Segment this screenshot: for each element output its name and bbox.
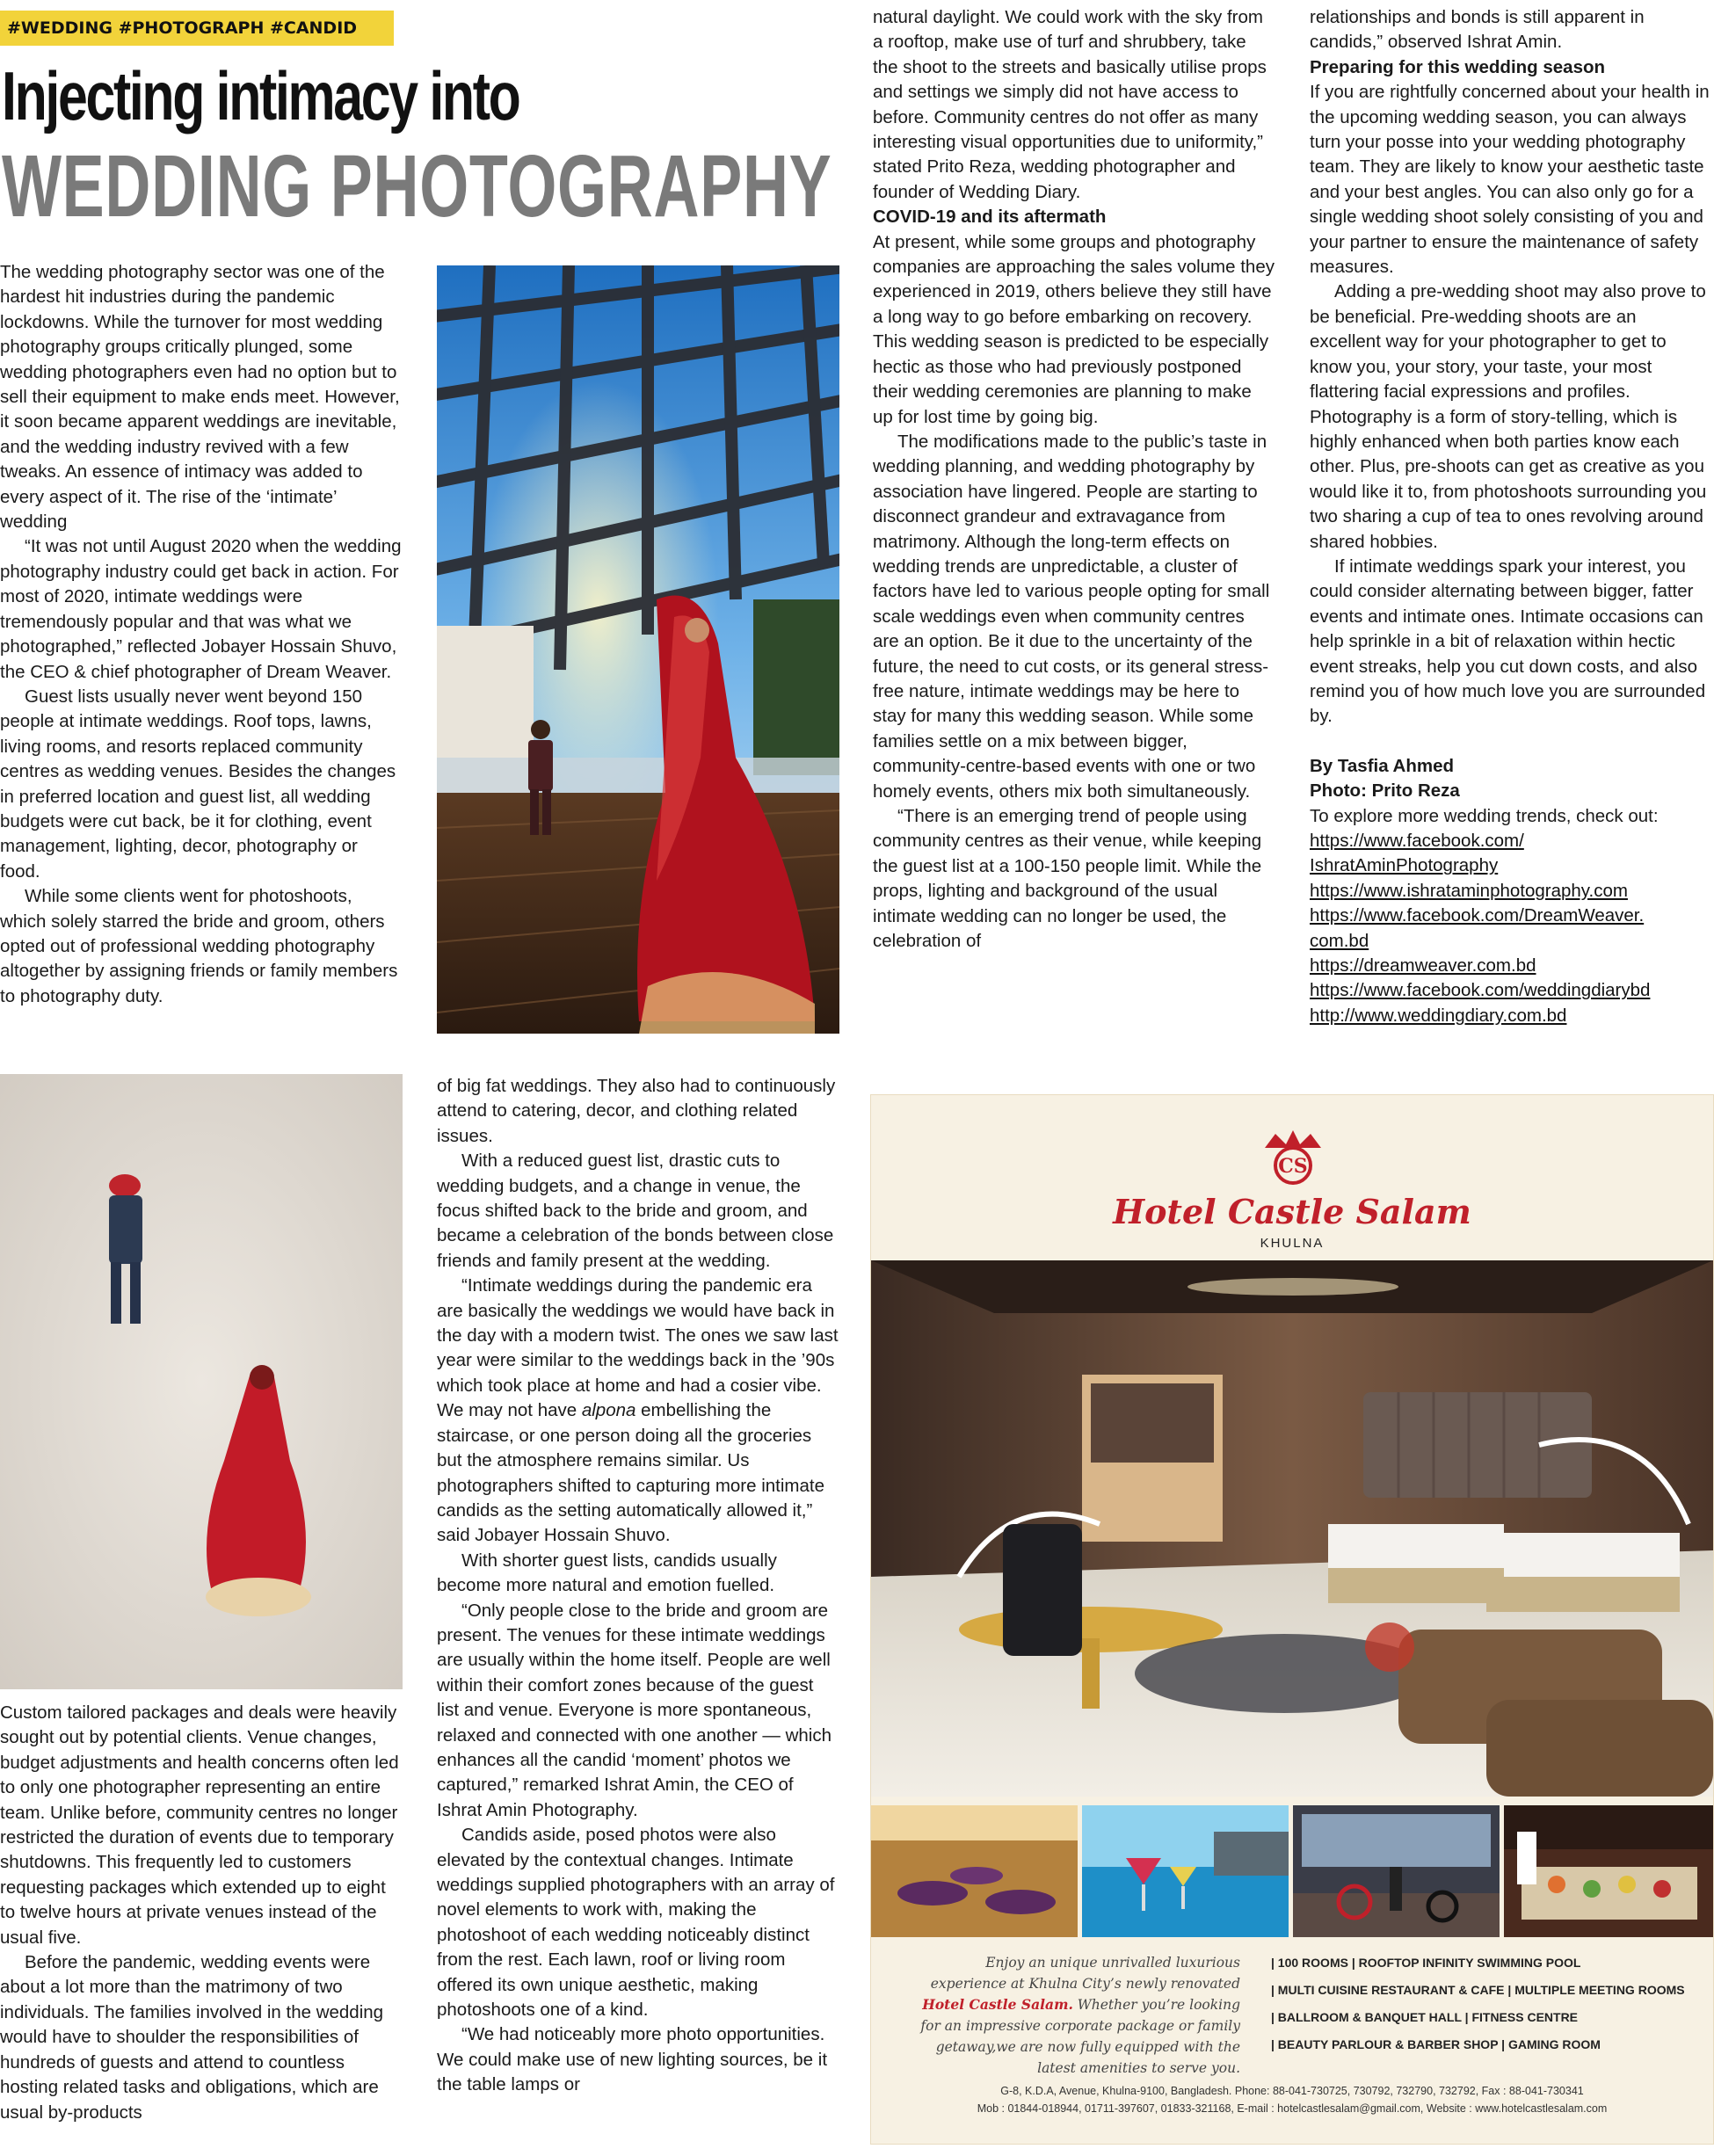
paragraph: Adding a pre-wedding shoot may also prove to be beneficial. Pre-wedding shoots are an excellent way for your photographer to get to know you, your story, your taste, your most flattering facial expressions and profiles. Photography is a form of story-telling, which is highly enhanced when both parties know each other. Plus, pre-shoots can get as creative as you would like it to, from photoshoots surrounding you two sharing a cup of tea to ones revolving around shared hobbies. — [1310, 281, 1707, 552]
hotel-restaurant-thumbnail — [1504, 1805, 1713, 1937]
headline-line-2: WEDDING PHOTOGRAPHY — [2, 137, 832, 236]
text-run: “Intimate weddings during the pandemic era are basically the weddings we would have back in the day with a modern twist. The ones we saw last year were similar to the weddings back in the ’90s which took place at home and had a cosier vibe. We may not have — [437, 1275, 839, 1421]
article-column-2-bottom — [437, 1074, 839, 2098]
hotel-mobile: Mob : 01844-018944, 01711-397607, 01833-321168, E-mail : hotelcastlesalam@gmail.com, Website : www.hotelcastlesalam.com — [977, 2102, 1608, 2115]
paragraph: At present, while some groups and photography companies are approaching the sales volume they experienced in 2019, others believe they still have a long way to go before embarking on recovery. This wedding season is predicted to be especially hectic as those who had previously postponed their wedding ceremonies are planning to make up for lost time by going big. — [873, 231, 1275, 427]
article-column-3-top — [873, 5, 1275, 954]
paragraph: While some clients went for photoshoots, which solely starred the bride and groom, others opted out of professional wedding photography altogether by assigning friends or family members to photography duty. — [0, 886, 398, 1006]
buffet-restaurant-art — [1504, 1805, 1713, 1937]
amenity-line: | MULTI CUISINE RESTAURANT & CAFE | MULTIPLE MEETING ROOMS — [1271, 1983, 1685, 1997]
spacer — [1310, 730, 1710, 754]
paragraph: With shorter guest lists, candids usually become more natural and emotion fuelled. — [437, 1550, 777, 1596]
link-facebook-dreamweaver-cont[interactable]: com.bd — [1310, 930, 1369, 951]
byline: By Tasfia Ahmed — [1310, 755, 1455, 776]
hotel-amenities — [1271, 1949, 1693, 2058]
article-column-1-top — [0, 260, 403, 1009]
logo-monogram: CS — [1278, 1155, 1308, 1178]
paragraph: The modifications made to the public’s taste in wedding planning, and wedding photography by association have lingered. People are starting to disconnect grandeur and extravagance from matrimony. Although the long-term effects on wedding trends are unpredictable, a cluster of factors have led to various people opting for small scale weddings even when community centres are an option. Be it due to the uncertainty of the future, the need to cut costs, or its general stress-free nature, intimate weddings may be here to stay for many this wedding season. While some families settle on a mix between bigger, community-centre-based events with one or two homely events, others mix both simultaneously. — [873, 431, 1270, 802]
aerial-wedding-photo — [0, 1074, 403, 1689]
link-dreamweaver-website[interactable]: https://dreamweaver.com.bd — [1310, 955, 1536, 976]
hotel-gym-thumbnail — [1293, 1805, 1500, 1937]
paragraph: “It was not until August 2020 when the wedding photography industry could get back in action. For most of 2020, intimate weddings were tremendously popular and that was what we photographed,” reflected Jobayer Hossain Shuvo, the CEO & chief photographer of Dream Weaver. — [0, 536, 402, 682]
hotel-logo — [1258, 1129, 1328, 1185]
subheading-covid: COVID-19 and its aftermath — [873, 207, 1107, 228]
hotel-room-photo — [871, 1260, 1713, 1797]
paragraph: “We had noticeably more photo opportunities. We could make use of new lighting sources, be it the table lamps or — [437, 2024, 828, 2095]
text-run: embellishing the staircase, or one person doing all the groceries but the atmosphere remains similar. Us photographers shifted to capturing more intimate candids as the setting automatically allowed it,” said Jobayer Hossain Shuvo. — [437, 1400, 825, 1546]
paragraph: natural daylight. We could work with the sky from a rooftop, make use of turf and shrubbery, take the shoot to the streets and basically utilise props and settings we simply did not have access to before. Community centres do not offer as many interesting visual opportunities due to uniformity,” stated Prito Reza, wedding photographer and founder of Wedding Diary. — [873, 7, 1267, 202]
hotel-tagline — [915, 1952, 1240, 2079]
headline-line-1: Injecting intimacy into — [2, 57, 519, 134]
paragraph: The wedding photography sector was one of the hardest hit industries during the pandemic lockdowns. While the turnover for most wedding photography groups critically plunged, some wedding photographers even had no option but to sell their equipment to make ends meet. However, it soon became apparent weddings are inevitable, and the wedding industry revived with a few tweaks. An essence of intimacy was added to every aspect of it. The rise of the ‘intimate’ wedding — [0, 262, 400, 533]
text-run-italic: alpona — [581, 1400, 636, 1421]
paragraph: If you are rightfully concerned about your health in the upcoming wedding season, you can always turn your posse into your wedding photography team. They are likely to know your aesthetic taste and your best angles. You can also only go for a single wedding shoot solely consisting of you and your partner to ensure the maintenance of safety measures. — [1310, 82, 1710, 278]
amenity-line: | BALLROOM & BANQUET HALL | FITNESS CENTRE — [1271, 2010, 1579, 2024]
fitness-centre-art — [1293, 1805, 1500, 1937]
tagline-highlight: Hotel Castle Salam. — [922, 1996, 1073, 2013]
amenity-line: | BEAUTY PARLOUR & BARBER SHOP | GAMING ROOM — [1271, 2037, 1601, 2051]
hotel-room-art — [871, 1260, 1713, 1797]
rooftop-wedding-photo — [437, 265, 839, 1034]
hotel-city: KHULNA — [1260, 1236, 1325, 1251]
paragraph — [437, 1274, 839, 1548]
paragraph: With a reduced guest list, drastic cuts to wedding budgets, and a change in venue, the focus shifted back to the bride and groom, and became a celebration of the bonds between close friends and family present at the wedding. — [437, 1151, 834, 1271]
paragraph: of big fat weddings. They also had to continuously attend to catering, decor, and clothing related issues. — [437, 1076, 836, 1146]
hotel-name: Hotel Castle Salam — [1113, 1192, 1471, 1231]
photo-credit: Photo: Prito Reza — [1310, 780, 1460, 802]
paragraph: “There is an emerging trend of people using community centres as their venue, while keeping the guest list at a 100-150 people limit. While the props, lighting and background of the usual intimate wedding can no longer be used, the celebration of — [873, 806, 1262, 952]
explore-text: To explore more wedding trends, check out: — [1310, 805, 1659, 826]
subheading-preparing: Preparing for this wedding season — [1310, 56, 1606, 77]
banquet-hall-art — [871, 1805, 1078, 1937]
hotel-contact — [871, 2082, 1713, 2117]
paragraph: Candids aside, posed photos were also elevated by the contextual changes. Intimate weddings supplied photographers with an array of novel elements to work with, making the photoshoot of each wedding noticeably distinct from the rest. Each lawn, roof or living room offered its own unique aesthetic, making photoshoots one of a kind. — [437, 1825, 835, 2021]
link-facebook-ishrat-cont[interactable]: IshratAminPhotography — [1310, 855, 1499, 876]
section-tags: #WEDDING #PHOTOGRAPH #CANDID — [0, 11, 394, 46]
article-column-1-bottom — [0, 1701, 403, 2125]
paragraph: If intimate weddings spark your interest, you could consider alternating between bigger, fatter events and intimate ones. Intimate occasions can help sprinkle in a bit of relaxation within hectic event streaks, help you cut down costs, and also remind you of how much love you are surrounded by. — [1310, 555, 1706, 727]
link-facebook-ishrat[interactable]: https://www.facebook.com/ — [1310, 831, 1524, 851]
tagline-text: Whether you’re looking for an impressive corporate package or family getaway,we are now fully equipped with the latest amenities to serve you. — [920, 1997, 1240, 2076]
paragraph: Before the pandemic, wedding events were about a lot more than the matrimony of two individuals. The families involved in the wedding would have to shoulder the responsibilities of hundreds of guests and attend to countless hosting related tasks and obligations, which are usual by-products — [0, 1952, 384, 2123]
aerial-wedding-photo-art — [0, 1074, 403, 1689]
amenity-line: | 100 ROOMS | ROOFTOP INFINITY SWIMMING POOL — [1271, 1956, 1581, 1970]
link-ishrat-website[interactable]: https://www.ishrataminphotography.com — [1310, 880, 1628, 901]
crown-icon — [1258, 1129, 1328, 1185]
paragraph: “Only people close to the bride and groom are present. The venues for these intimate weddings are usually within the home itself. People are well within their comfort zones because of the guest list and venue. Everyone is more spontaneous, relaxed and connected with one another — which enhances all the candid ‘moment’ photos we captured,” remarked Ishrat Amin, the CEO of Ishrat Amin Photography. — [437, 1600, 832, 1820]
hotel-pool-thumbnail — [1082, 1805, 1289, 1937]
article-column-4 — [1310, 5, 1710, 1028]
link-facebook-dreamweaver[interactable]: https://www.facebook.com/DreamWeaver. — [1310, 905, 1645, 926]
rooftop-pool-art — [1082, 1805, 1289, 1937]
paragraph: relationships and bonds is still apparent in candids,” observed Ishrat Amin. — [1310, 7, 1645, 53]
hotel-advertisement[interactable] — [870, 1094, 1714, 2145]
link-facebook-weddingdiary[interactable]: https://www.facebook.com/weddingdiarybd — [1310, 980, 1651, 1001]
link-weddingdiary-website[interactable]: http://www.weddingdiary.com.bd — [1310, 1005, 1567, 1026]
tagline-text: Enjoy an unique unrivalled luxurious experience at Khulna City’s newly renovated — [930, 1955, 1240, 1992]
hotel-banquet-thumbnail — [871, 1805, 1078, 1937]
hotel-address: G-8, K.D.A, Avenue, Khulna-9100, Bangladesh. Phone: 88-041-730725, 730792, 732790, 732792, Fax : 88-041-730341 — [1000, 2085, 1584, 2097]
rooftop-wedding-photo-art — [437, 265, 839, 1034]
paragraph: Custom tailored packages and deals were heavily sought out by potential clients. Venue changes, budget adjustments and health concerns often led to only one photographer representing an entire team. Unlike before, community centres no longer restricted the duration of events due to temporary shutdowns. This frequently led to customers requesting packages which extended up to eight to twelve hours at private venues instead of the usual five. — [0, 1702, 399, 1948]
paragraph: Guest lists usually never went beyond 150 people at intimate weddings. Roof tops, lawns, living rooms, and resorts replaced community centres as wedding venues. Besides the changes in preferred location and guest list, all wedding budgets were cut back, be it for clothing, event management, lighting, decor, photography or food. — [0, 686, 396, 882]
